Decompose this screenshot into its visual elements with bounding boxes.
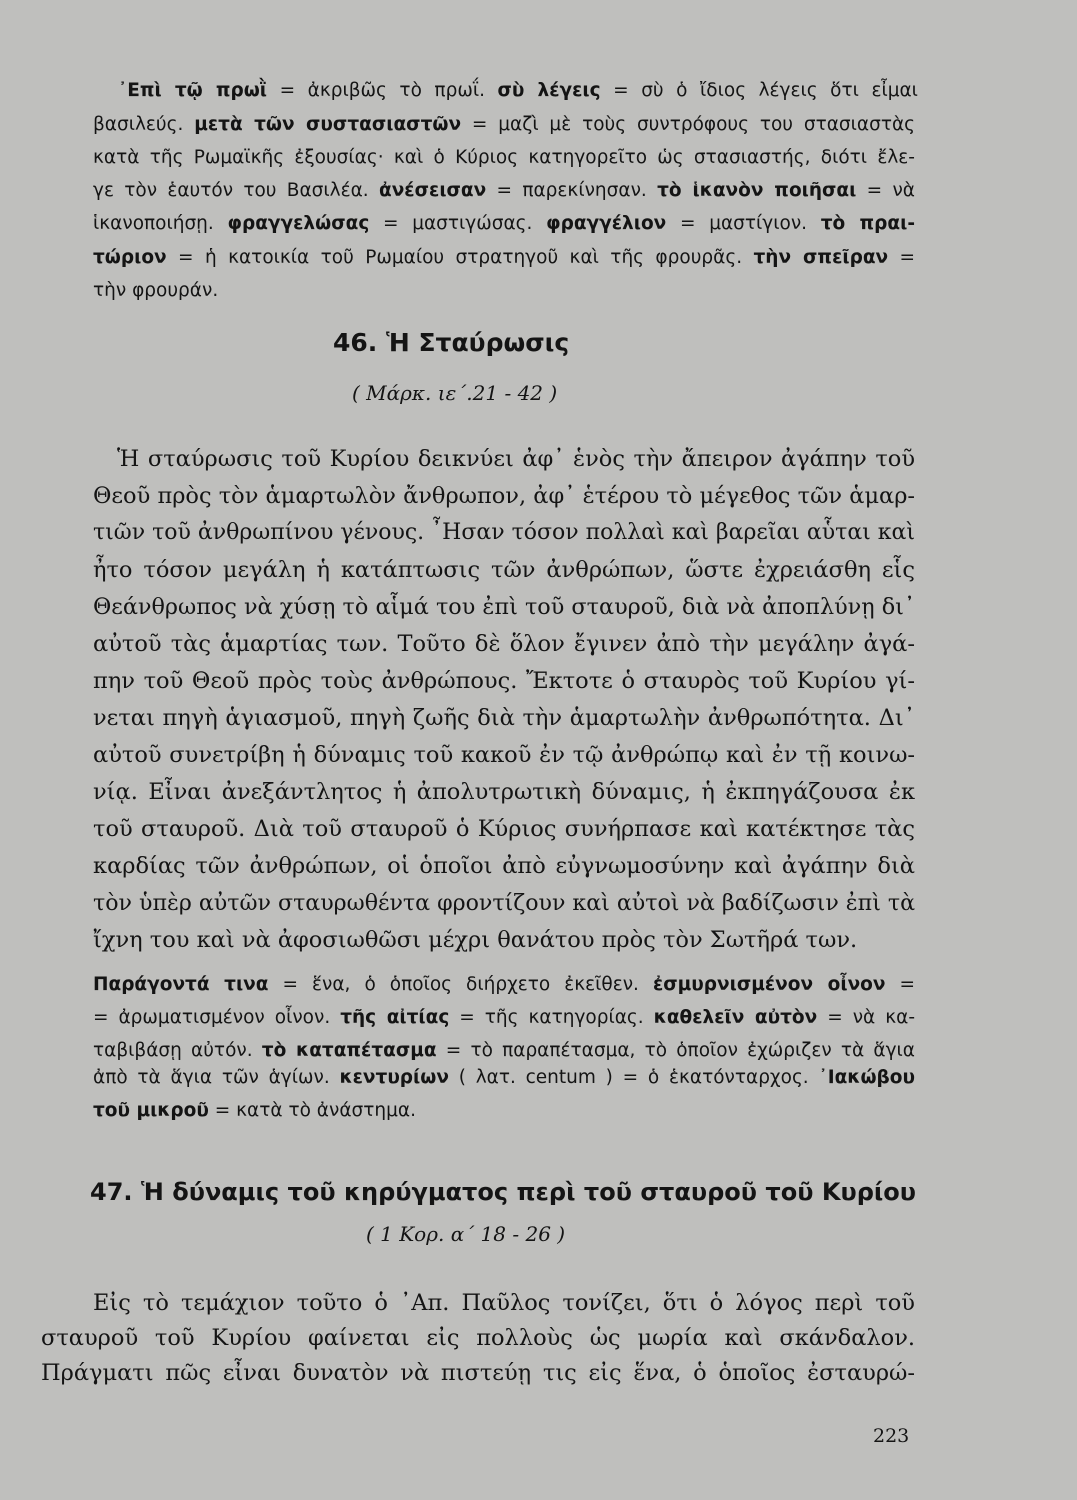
body-line: τιῶν τοῦ ἀνθρωπίνου γένους. ῏Ησαν τόσον πολλαὶ καὶ βαρεῖαι αὗται καὶ [93, 520, 916, 545]
body-line: ἦτο τόσον μεγάλη ἡ κατάπτωσις τῶν ἀνθρώπων, ὥστε ἐχρειάσθη εἷς [93, 557, 915, 583]
gloss-line: ἀπὸ τὰ ἅγια τῶν ἁγίων. κεντυρίων ( λατ. centum ) = ὁ ἑκατόνταρχος. ᾿Ιακώβου [93, 1067, 915, 1088]
body-line: Πράγματι πῶς εἶναι δυνατὸν νὰ πιστεύῃ τις εἰς ἕνα, ὁ ὁποῖος ἐσταυρώ- [41, 1360, 916, 1386]
section-47-reference: ( 1 Κορ. α΄ 18 - 26 ) [366, 1222, 566, 1246]
section-46-reference: ( Μάρκ. ιε΄.21 - 42 ) [352, 381, 558, 405]
page-number: 223 [873, 1425, 910, 1447]
body-line: αὐτοῦ συνετρίβη ἡ δύναμις τοῦ κακοῦ ἐν τῷ ἀνθρώπῳ καὶ ἐν τῇ κοινω- [93, 742, 916, 768]
body-line: Ἡ σταύρωσις τοῦ Κυρίου δεικνύει ἀφ᾿ ἑνὸς τὴν ἄπειρον ἀγάπην τοῦ [117, 446, 916, 472]
section-46-title: 46. Ἡ Σταύρωσις [333, 328, 570, 357]
body-line: Θεοῦ πρὸς τὸν ἁμαρτωλὸν ἄνθρωπον, ἀφ᾿ ἑτέρου τὸ μέγεθος τῶν ἁμαρ- [93, 483, 916, 509]
body-line: νεται πηγὴ ἁγιασμοῦ, πηγὴ ζωῆς διὰ τὴν ἁμαρτωλὴν ἀνθρωπότητα. Δι᾿ [93, 705, 915, 731]
section-47-title: 47. Ἡ δύναμις τοῦ κηρύγματος περὶ τοῦ σταυροῦ τοῦ Κυρίου [90, 1178, 916, 1206]
gloss-line: ἱκανοποιήσῃ. φραγγελώσας = μαστιγώσας. φραγγέλιον = μαστίγιον. τὸ πραι- [93, 213, 916, 234]
body-line: Θεάνθρωπος νὰ χύσῃ τὸ αἷμά του ἐπὶ τοῦ σταυροῦ, διὰ νὰ ἀποπλύνῃ δι᾿ [93, 594, 916, 620]
gloss-line: τὴν φρουράν. [93, 280, 219, 301]
gloss-line: ταβιβάσῃ αὐτόν. τὸ καταπέτασμα = τὸ παραπέτασμα, τὸ ὁποῖον ἐχώριζεν τὰ ἅγια [93, 1040, 915, 1061]
gloss-line: κατὰ τῆς Ρωμαϊκῆς ἐξουσίας· καὶ ὁ Κύριος κατηγορεῖτο ὡς στασιαστής, διότι ἔλε- [93, 147, 915, 168]
body-line: τοῦ σταυροῦ. Διὰ τοῦ σταυροῦ ὁ Κύριος συνήρπασε καὶ κατέκτησε τὰς [93, 816, 915, 842]
body-line: καρδίας τῶν ἀνθρώπων, οἱ ὁποῖοι ἀπὸ εὐγνωμοσύνην καὶ ἀγάπην διὰ [93, 853, 915, 879]
body-line: τὸν ὑπὲρ αὐτῶν σταυρωθέντα φροντίζουν καὶ αὐτοὶ νὰ βαδίζωσιν ἐπὶ τὰ [93, 890, 916, 916]
gloss-line: τοῦ μικροῦ = κατὰ τὸ ἀνάστημα. [93, 1100, 416, 1121]
gloss-line: βασιλεύς. μετὰ τῶν συστασιαστῶν = μαζὶ μὲ τοὺς συντρόφους του στασιαστὰς [93, 114, 916, 135]
body-line: Εἰς τὸ τεμάχιον τοῦτο ὁ ᾿Απ. Παῦλος τονίζει, ὅτι ὁ λόγος περὶ τοῦ [93, 1290, 915, 1316]
gloss-line: τώριον = ἡ κατοικία τοῦ Ρωμαίου στρατηγοῦ καὶ τῆς φρουρᾶς. τὴν σπεῖραν = [93, 247, 916, 268]
gloss-line: = ἀρωματισμένον οἶνον. τῆς αἰτίας = τῆς κατηγορίας. καθελεῖν αὐτὸν = νὰ κα- [93, 1007, 915, 1028]
gloss-line: γε τὸν ἑαυτόν του Βασιλέα. ἀνέσεισαν = παρεκίνησαν. τὸ ἱκανὸν ποιῆσαι = νὰ [93, 180, 915, 201]
body-line: πην τοῦ Θεοῦ πρὸς τοὺς ἀνθρώπους. Ἔκτοτε ὁ σταυρὸς τοῦ Κυρίου γί- [93, 668, 915, 694]
gloss-line: ᾿Επὶ τῷ πρωῒ = ἀκριβῶς τὸ πρωΐ. σὺ λέγεις = σὺ ὁ ἴδιος λέγεις ὅτι εἶμαι [118, 80, 918, 101]
body-line: αὐτοῦ τὰς ἁμαρτίας των. Τοῦτο δὲ ὅλον ἔγινεν ἀπὸ τὴν μεγάλην ἀγά- [93, 631, 915, 657]
body-line: ἴχνη του καὶ νὰ ἀφοσιωθῶσι μέχρι θανάτου πρὸς τὸν Σωτῆρά των. [93, 927, 858, 953]
gloss-line: Παράγοντά τινα = ἕνα, ὁ ὁποῖος διήρχετο ἐκεῖθεν. ἐσμυρνισμένον οἶνον = [93, 974, 916, 995]
body-line: σταυροῦ τοῦ Κυρίου φαίνεται εἰς πολλοὺς ὡς μωρία καὶ σκάνδαλον. [41, 1325, 916, 1351]
body-line: νίᾳ. Εἶναι ἀνεξάντλητος ἡ ἀπολυτρωτικὴ δύναμις, ἡ ἐκπηγάζουσα ἐκ [93, 779, 916, 805]
